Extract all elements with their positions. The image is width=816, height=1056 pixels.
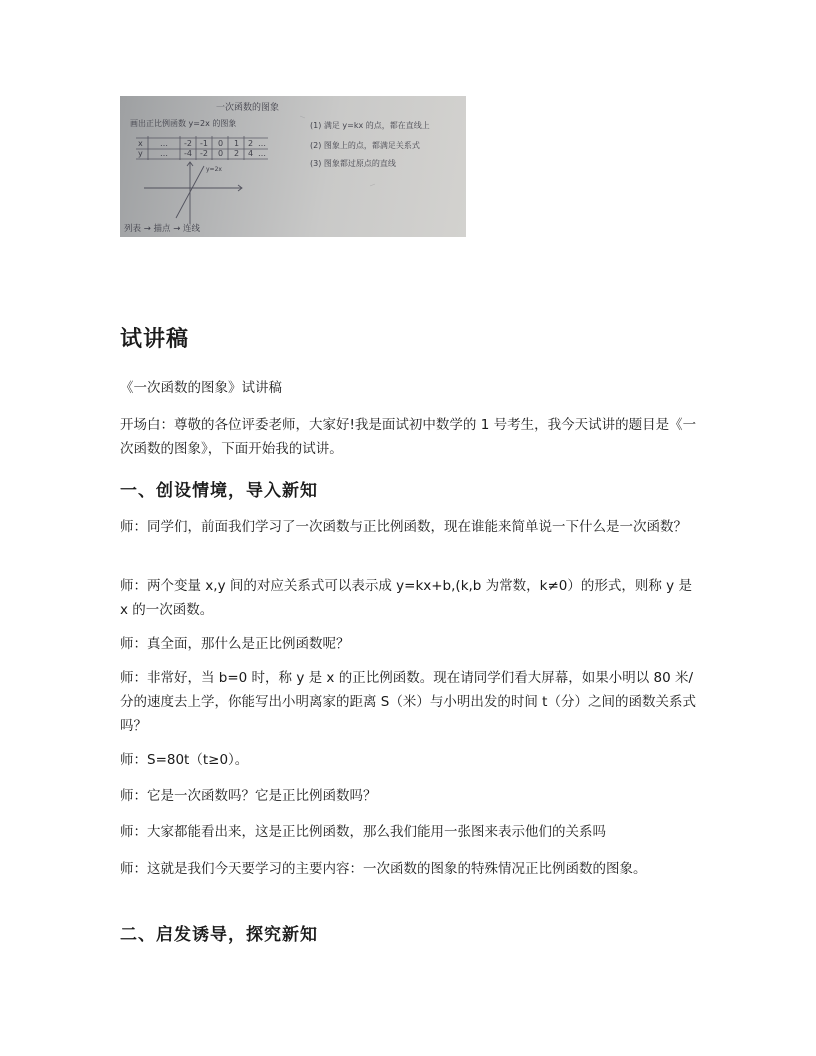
page-heading: 试讲稿 bbox=[120, 327, 190, 352]
board-table-x-7: … bbox=[258, 139, 266, 148]
board-table-y-1: … bbox=[160, 149, 168, 158]
board-table-y-7: … bbox=[258, 149, 266, 158]
paragraph-2: 师：两个变量 x,y 间的对应关系式可以表示成 y=kx+b,(k,b 为常数，k≠0）的形式，则称 y 是 x 的一次函数。 bbox=[120, 578, 692, 618]
board-table-x-5: 1 bbox=[234, 139, 240, 148]
board-note-1: (1) 满足 y=kx 的点，都在直线上 bbox=[310, 121, 430, 130]
paragraph-6: 师：它是一次函数吗？它是正比例函数吗？ bbox=[120, 788, 377, 804]
board-table-y-2: -4 bbox=[184, 149, 192, 158]
board-task: 画出正比例函数 y=2x 的图象 bbox=[130, 119, 237, 128]
board-table-y-6: 4 bbox=[248, 149, 254, 158]
board-table-x-4: 0 bbox=[218, 139, 224, 148]
board-note-3: (3) 图象都过原点的直线 bbox=[310, 159, 396, 168]
paragraph-1: 师：同学们，前面我们学习了一次函数与正比例函数，现在谁能来简单说一下什么是一次函数？ bbox=[120, 519, 687, 535]
paragraph-3: 师：真全面，那什么是正比例函数呢？ bbox=[120, 636, 350, 652]
board-title: 一次函数的图象 bbox=[216, 103, 280, 113]
board-table-y-0: y bbox=[138, 149, 143, 158]
board-table-x-0: x bbox=[138, 139, 143, 148]
paragraph-5: 师：S=80t（t≥0）。 bbox=[120, 752, 249, 768]
paragraph-4: 师：非常好，当 b=0 时，称 y 是 x 的正比例函数。现在请同学们看大屏幕，如果小明以 80 米/分的速度去上学，你能写出小明离家的距离 S（米）与小明出发的时间 t（分）之间的函数关系式吗？ bbox=[120, 670, 696, 734]
board-table-y-4: 0 bbox=[218, 149, 224, 158]
board-graph-label: y=2x bbox=[206, 166, 222, 173]
paragraph-7: 师：大家都能看出来，这是正比例函数，那么我们能用一张图来表示他们的关系吗 bbox=[120, 824, 606, 840]
paragraph-8: 师：这就是我们今天要学习的主要内容：一次函数的图象的特殊情况正比例函数的图象。 bbox=[120, 861, 647, 877]
board-table-y-5: 2 bbox=[234, 149, 240, 158]
board-table-x-6: 2 bbox=[248, 139, 254, 148]
board-table-y-3: -2 bbox=[200, 149, 208, 158]
section-1-heading: 一、创设情境，导入新知 bbox=[120, 481, 318, 501]
document-title: 《一次函数的图象》试讲稿 bbox=[120, 380, 282, 396]
board-table-x-1: … bbox=[160, 139, 168, 148]
board-note-2: (2) 图象上的点，都满足关系式 bbox=[310, 141, 420, 150]
board-table-x-2: -2 bbox=[184, 139, 192, 148]
board-footer: 列表 → 描点 → 连线 bbox=[124, 224, 201, 234]
section-2-heading: 二、启发诱导，探究新知 bbox=[120, 925, 318, 945]
board-table-x-3: -1 bbox=[200, 139, 208, 148]
board-photo bbox=[120, 96, 466, 237]
intro-paragraph: 开场白：尊敬的各位评委老师，大家好!我是面试初中数学的 1 号考生，我今天试讲的题目是《一次函数的图象》，下面开始我的试讲。 bbox=[120, 417, 697, 457]
